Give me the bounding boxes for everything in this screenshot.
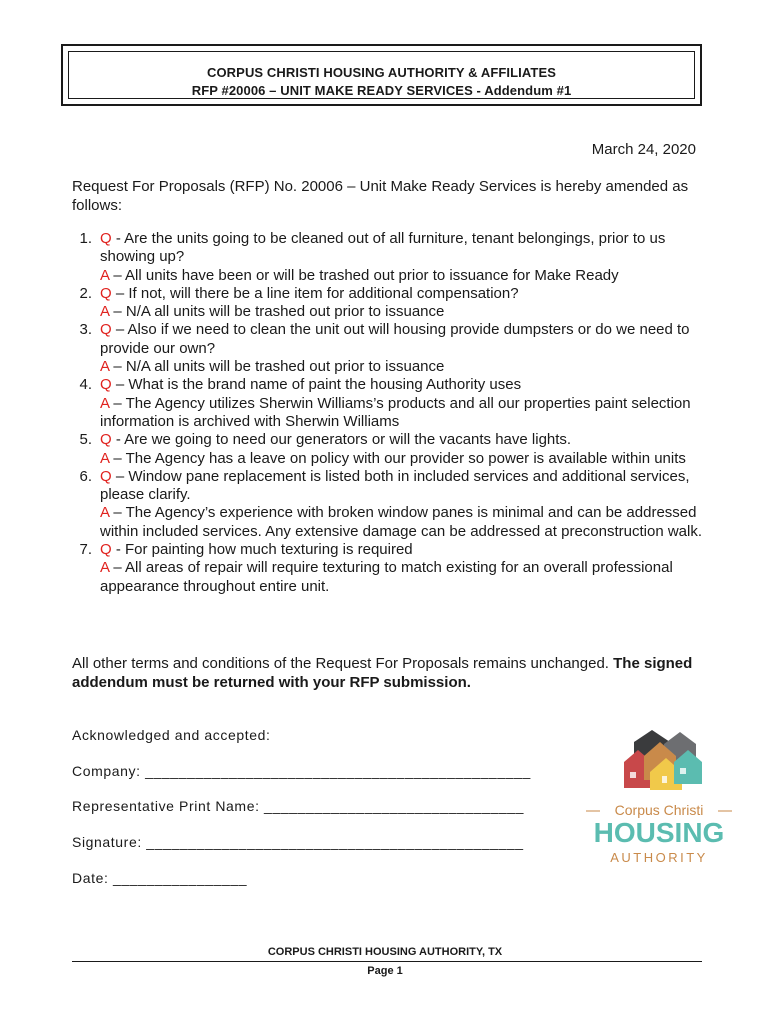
closing-text: All other terms and conditions of the Request For Proposals remains unchanged. xyxy=(72,655,614,672)
answer-marker: A xyxy=(100,303,110,321)
answer-marker: A xyxy=(100,504,110,522)
answer xyxy=(100,303,702,321)
question xyxy=(100,376,702,394)
question xyxy=(100,541,702,559)
answer xyxy=(100,450,702,468)
header-box xyxy=(61,44,702,106)
qa-item: 7. Q - For painting how much texturing is required A – All areas of repair will require texturing to match existing for an overall professional appearance throughout entire unit. xyxy=(72,541,702,596)
header-subtitle: RFP #20006 – UNIT MAKE READY SERVICES - Addendum #1 xyxy=(191,83,572,98)
question-marker: Q xyxy=(100,284,112,302)
intro-paragraph: Request For Proposals (RFP) No. 20006 – Unit Make Ready Services is hereby amended as follows: xyxy=(72,178,689,214)
question xyxy=(100,285,702,303)
question-marker: Q xyxy=(100,321,112,339)
header-title: CORPUS CHRISTI HOUSING AUTHORITY & AFFILIATES xyxy=(206,65,556,80)
qa-item: 5. Q - Are we going to need our generators or will the vacants have lights. A – The Agency has a leave on policy with our provider so power is available within units xyxy=(72,431,702,468)
qa-list xyxy=(72,230,702,596)
question-text: – Also if we need to clean the unit out will housing provide dumpsters or do we need to provide our own? xyxy=(100,321,690,357)
question-text: - For painting how much texturing is required xyxy=(111,541,413,559)
question-text: - Are the units going to be cleaned out of all furniture, tenant belongings, prior to us showing up? xyxy=(100,230,666,266)
answer-marker: A xyxy=(100,266,110,284)
closing-bold-text: The signed addendum must be returned with your RFP submission. xyxy=(72,655,693,691)
qa-item: 3. Q – Also if we need to clean the unit out will housing provide dumpsters or do we need to provide our own? A – N/A all units will be trashed out prior to issuance xyxy=(72,321,702,376)
question xyxy=(100,431,702,449)
qa-item: 1. Q - Are the units going to be cleaned out of all furniture, tenant belongings, prior to us showing up? A – All units have been or will be trashed out prior to issuance for Make Ready xyxy=(72,230,702,285)
question-marker: Q xyxy=(100,376,112,394)
page-number: Page 1 xyxy=(367,965,403,977)
answer-marker: A xyxy=(100,358,110,376)
answer xyxy=(100,395,702,432)
question-text: - Are we going to need our generators or will the vacants have lights. xyxy=(111,431,572,449)
logo-text-authority: AUTHORITY xyxy=(610,850,708,865)
question xyxy=(100,230,702,267)
answer xyxy=(100,504,702,541)
question xyxy=(100,321,702,358)
date-field: Date: ________________ xyxy=(72,870,248,886)
document-date: March 24, 2020 xyxy=(591,141,696,158)
header-inner-border xyxy=(68,51,695,99)
answer xyxy=(100,358,702,376)
answer-marker: A xyxy=(100,394,110,412)
housing-authority-logo xyxy=(580,728,740,868)
logo-text-corpus-christi: Corpus Christi xyxy=(614,802,704,818)
answer-marker: A xyxy=(100,449,110,467)
question-text: – If not, will there be a line item for additional compensation? xyxy=(111,284,519,302)
answer-text: – N/A all units will be trashed out prior to issuance xyxy=(109,358,445,376)
company-field: Company: ______________________________________________ xyxy=(72,763,531,779)
answer-text: – The Agency utilizes Sherwin Williams’s products and all our properties paint selection information is archived with Sherwin Williams xyxy=(100,394,691,430)
answer-text: – N/A all units will be trashed out prior to issuance xyxy=(109,303,445,321)
answer xyxy=(100,559,702,596)
answer-text: – All units have been or will be trashed out prior to issuance for Make Ready xyxy=(109,266,619,284)
question-marker: Q xyxy=(100,230,112,247)
question-text: – Window pane replacement is listed both in included services and additional services, please clarify. xyxy=(100,467,690,504)
footer-divider xyxy=(72,961,702,962)
representative-name-field: Representative Print Name: _______________________________ xyxy=(72,798,525,814)
signature-field: Signature: _____________________________________________ xyxy=(72,834,524,850)
question-text: – What is the brand name of paint the housing Authority uses xyxy=(111,376,522,394)
qa-item: 6. Q – Window pane replacement is listed both in included services and additional services, please clarify. A – The Agency’s experience with broken window panes is minimal and can be addressed within included services. Any extensive damage can be addressed at preconstruction walk. xyxy=(79,467,702,540)
footer-title: CORPUS CHRISTI HOUSING AUTHORITY, TX xyxy=(267,946,503,958)
closing-paragraph xyxy=(72,654,702,692)
answer-text: – The Agency’s experience with broken window panes is minimal and can be addressed within included services. Any extensive damage can be addressed at preconstruction walk. xyxy=(100,504,702,540)
logo-text-housing: HOUSING xyxy=(593,817,725,848)
logo-houses xyxy=(624,730,702,790)
qa-item: 2. Q – If not, will there be a line item for additional compensation? A – N/A all units will be trashed out prior to issuance xyxy=(72,285,702,322)
question-marker: Q xyxy=(100,467,112,485)
answer-marker: A xyxy=(100,559,110,577)
question-marker: Q xyxy=(100,431,112,449)
answer-text: – All areas of repair will require texturing to match existing for an overall professional appearance throughout entire unit. xyxy=(100,559,673,595)
ack-heading: Acknowledged and accepted: xyxy=(72,727,271,743)
answer-text: – The Agency has a leave on policy with our provider so power is available within units xyxy=(109,449,686,467)
qa-item: 4. Q – What is the brand name of paint the housing Authority uses A – The Agency utilizes Sherwin Williams’s products and all our properties paint selection information is archived with Sherwin Williams xyxy=(72,376,702,431)
question xyxy=(100,468,702,505)
question-marker: Q xyxy=(100,541,112,559)
answer xyxy=(100,267,702,285)
